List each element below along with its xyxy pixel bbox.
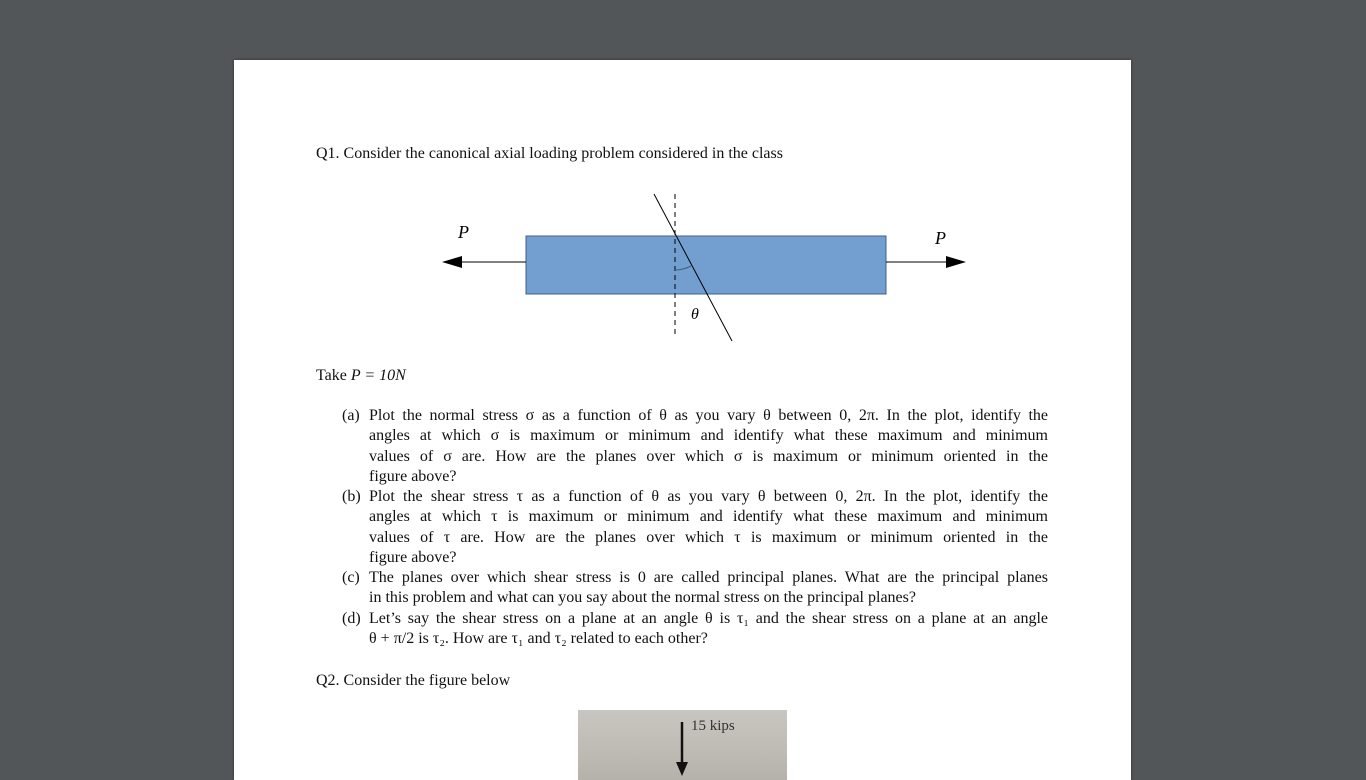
item-line: values of τ are. How are the planes over which τ is maximum or minimum oriented in the bbox=[369, 528, 1048, 546]
q2-figure-photo bbox=[578, 710, 787, 780]
item-line: values of σ are. How are the planes over which σ is maximum or minimum oriented in the bbox=[369, 447, 1048, 465]
right-force-label: P bbox=[935, 228, 946, 248]
axial-loading-figure bbox=[234, 180, 1131, 350]
item-body bbox=[369, 568, 1048, 609]
item-line: Plot the normal stress σ as a function of θ as you vary θ between 0, 2π. In the plot, identify the bbox=[369, 407, 1048, 424]
item-label: (c) bbox=[342, 569, 360, 586]
document-page bbox=[234, 60, 1131, 780]
q1-item bbox=[342, 568, 1048, 609]
take-prefix: Take bbox=[316, 367, 351, 384]
item-line: θ + π/2 is τ₂. How are τ₁ and τ₂ related to each other? bbox=[369, 630, 708, 648]
item-label: (a) bbox=[342, 407, 360, 424]
item-label: (d) bbox=[342, 610, 361, 627]
q1-title: Q1. Consider the canonical axial loading problem considered in the class bbox=[316, 145, 783, 162]
q2-title: Q2. Consider the figure below bbox=[316, 672, 511, 689]
left-arrowhead bbox=[442, 256, 462, 268]
right-arrowhead bbox=[946, 256, 966, 268]
q1-item bbox=[342, 406, 1048, 487]
angle-label: θ bbox=[691, 306, 699, 323]
item-line: The planes over which shear stress is 0 are called principal planes. What are the principal planes bbox=[369, 569, 1048, 586]
left-force-label: P bbox=[458, 222, 469, 242]
item-line: figure above? bbox=[369, 548, 457, 566]
item-line: Let’s say the shear stress on a plane at an angle θ is τ₁ and the shear stress on a plane at an angle bbox=[369, 610, 1048, 627]
take-equation: P = 10N bbox=[350, 367, 406, 384]
item-body bbox=[369, 406, 1048, 487]
item-line: angles at which τ is maximum or minimum and identify what these maximum and minimum bbox=[369, 508, 1048, 526]
load-arrow-graphic bbox=[578, 710, 787, 780]
item-line: angles at which σ is maximum or minimum and identify what these maximum and minimum bbox=[369, 427, 1048, 445]
item-line: Plot the shear stress τ as a function of θ as you vary θ between 0, 2π. In the plot, identify the bbox=[369, 488, 1048, 505]
load-label: 15 kips bbox=[691, 718, 735, 734]
take-statement bbox=[316, 366, 406, 386]
q1-item bbox=[342, 609, 1048, 650]
item-line: in this problem and what can you say about the normal stress on the principal planes? bbox=[369, 589, 916, 607]
item-line: figure above? bbox=[369, 467, 457, 485]
q1-item bbox=[342, 487, 1048, 568]
item-body bbox=[369, 609, 1048, 650]
item-body bbox=[369, 487, 1048, 568]
item-label: (b) bbox=[342, 488, 361, 505]
loaded-bar bbox=[526, 236, 886, 294]
